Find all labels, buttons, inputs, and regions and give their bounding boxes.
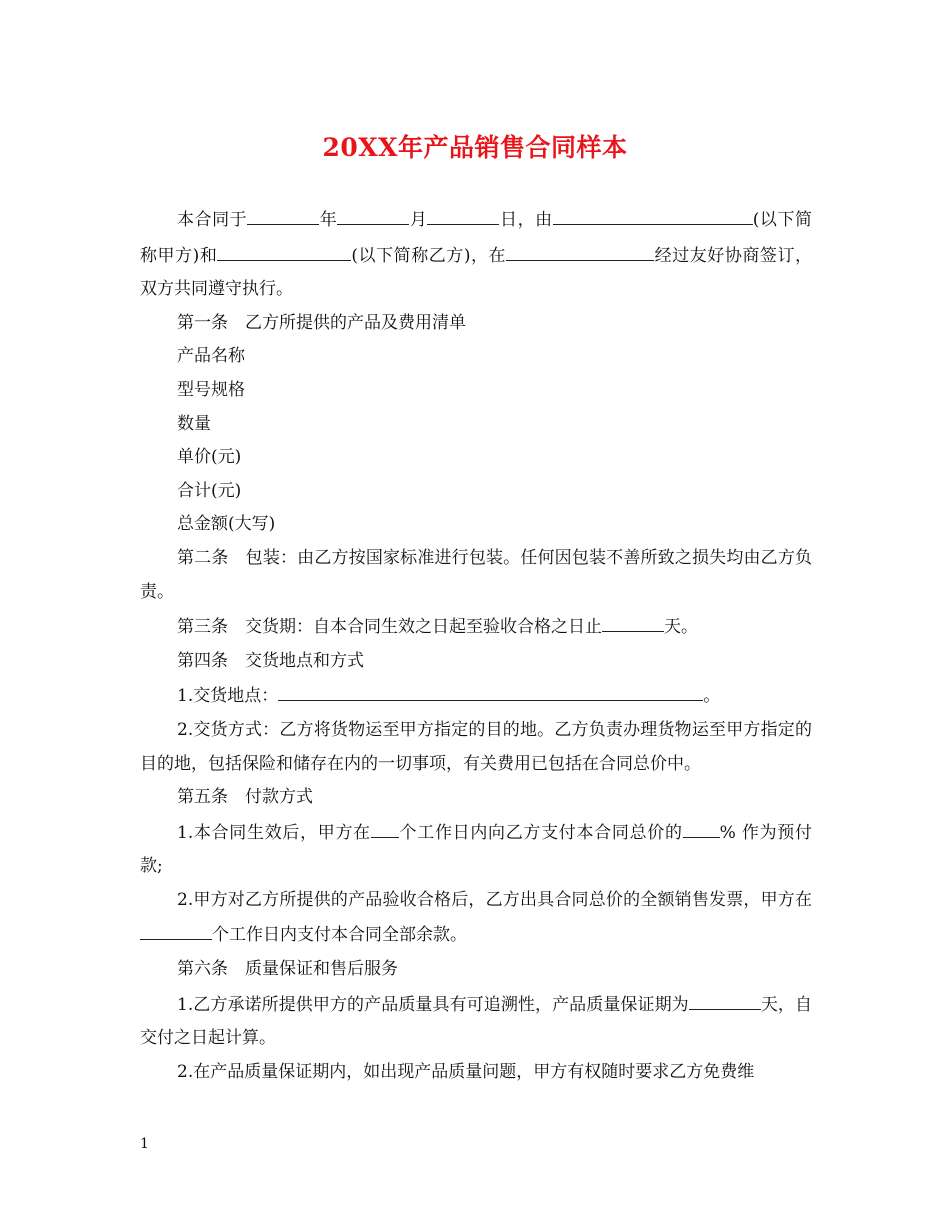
document-body xyxy=(140,202,812,1089)
payment-clause-1 xyxy=(140,815,812,884)
item-subtotal: 合计(元) xyxy=(177,480,242,501)
article-3 xyxy=(140,609,812,645)
payment-text: 1.本合同生效后，甲方在 xyxy=(177,822,371,843)
payment-text: 2.甲方对乙方所提供的产品验收合格后，乙方出具合同总价的全额销售发票，甲方在 xyxy=(177,889,812,910)
place-blank xyxy=(506,238,654,261)
balance-days-blank xyxy=(140,917,212,940)
prepay-days-blank xyxy=(371,815,399,838)
payment-clause-2 xyxy=(140,884,812,953)
intro-text: 月 xyxy=(409,210,428,230)
article-2: 第二条 包装：由乙方按国家标准进行包装。任何因包装不善所致之损失均由乙方负责。 xyxy=(140,547,812,602)
payment-text: % 作为预付款; xyxy=(140,822,812,877)
prepay-percent-blank xyxy=(683,815,720,838)
intro-text: (以下简称甲方)和 xyxy=(140,210,813,266)
intro-text: 日，由 xyxy=(499,210,553,230)
warranty-clause-1 xyxy=(140,987,812,1056)
article-1-heading: 第一条 乙方所提供的产品及费用清单 xyxy=(177,312,466,333)
delivery-place xyxy=(140,678,812,714)
article-6-heading: 第六条 质量保证和售后服务 xyxy=(177,959,398,980)
intro-text: 经过友好协商签订，双方共同遵守执行。 xyxy=(140,245,813,300)
delivery-days-blank xyxy=(602,609,664,632)
delivery-method: 2.交货方式：乙方将货物运至甲方指定的目的地。乙方负责办理货物运至甲方指定的目的地，包括保险和储存在内的一切事项，有关费用已包括在合同总价中。 xyxy=(140,719,812,774)
party-a-blank xyxy=(553,202,753,225)
month-blank xyxy=(337,202,409,225)
item-model-spec: 型号规格 xyxy=(177,379,245,400)
article-5-heading: 第五条 付款方式 xyxy=(177,787,313,808)
document-title: 20XX年产品销售合同样本 xyxy=(322,133,628,162)
day-blank xyxy=(427,202,499,225)
warranty-text: 1.乙方承诺所提供甲方的产品质量具有可追溯性，产品质量保证期为 xyxy=(177,994,689,1015)
item-total-amount: 总金额(大写) xyxy=(177,514,276,535)
delivery-place-blank xyxy=(278,678,703,701)
payment-text: 个工作日内向乙方支付本合同总价的 xyxy=(398,822,683,843)
party-b-blank xyxy=(217,238,351,261)
intro-text: 本合同于 xyxy=(177,210,248,230)
delivery-place-label: 1.交货地点： xyxy=(177,686,279,707)
warranty-clause-2: 2.在产品质量保证期内，如出现产品质量问题，甲方有权随时要求乙方免费维 xyxy=(177,1061,755,1082)
payment-text: 个工作日内支付本合同全部余款。 xyxy=(212,925,467,946)
intro-paragraph xyxy=(140,202,812,307)
page-number: 1 xyxy=(140,1136,149,1152)
item-unit-price: 单价(元) xyxy=(177,447,242,468)
article-3-text: 第三条 交货期：自本合同生效之日起至验收合格之日止 xyxy=(177,617,602,638)
article-4-heading: 第四条 交货地点和方式 xyxy=(177,650,364,671)
item-quantity: 数量 xyxy=(177,413,211,434)
item-product-name: 产品名称 xyxy=(177,346,245,367)
intro-text: 年 xyxy=(319,210,338,230)
delivery-place-end: 。 xyxy=(703,686,721,707)
intro-text: (以下简称乙方)，在 xyxy=(351,245,507,266)
warranty-days-blank xyxy=(689,987,761,1010)
article-3-text: 天。 xyxy=(664,617,698,638)
warranty-text: 天，自交付之日起计算。 xyxy=(140,994,813,1049)
year-blank xyxy=(247,202,319,225)
